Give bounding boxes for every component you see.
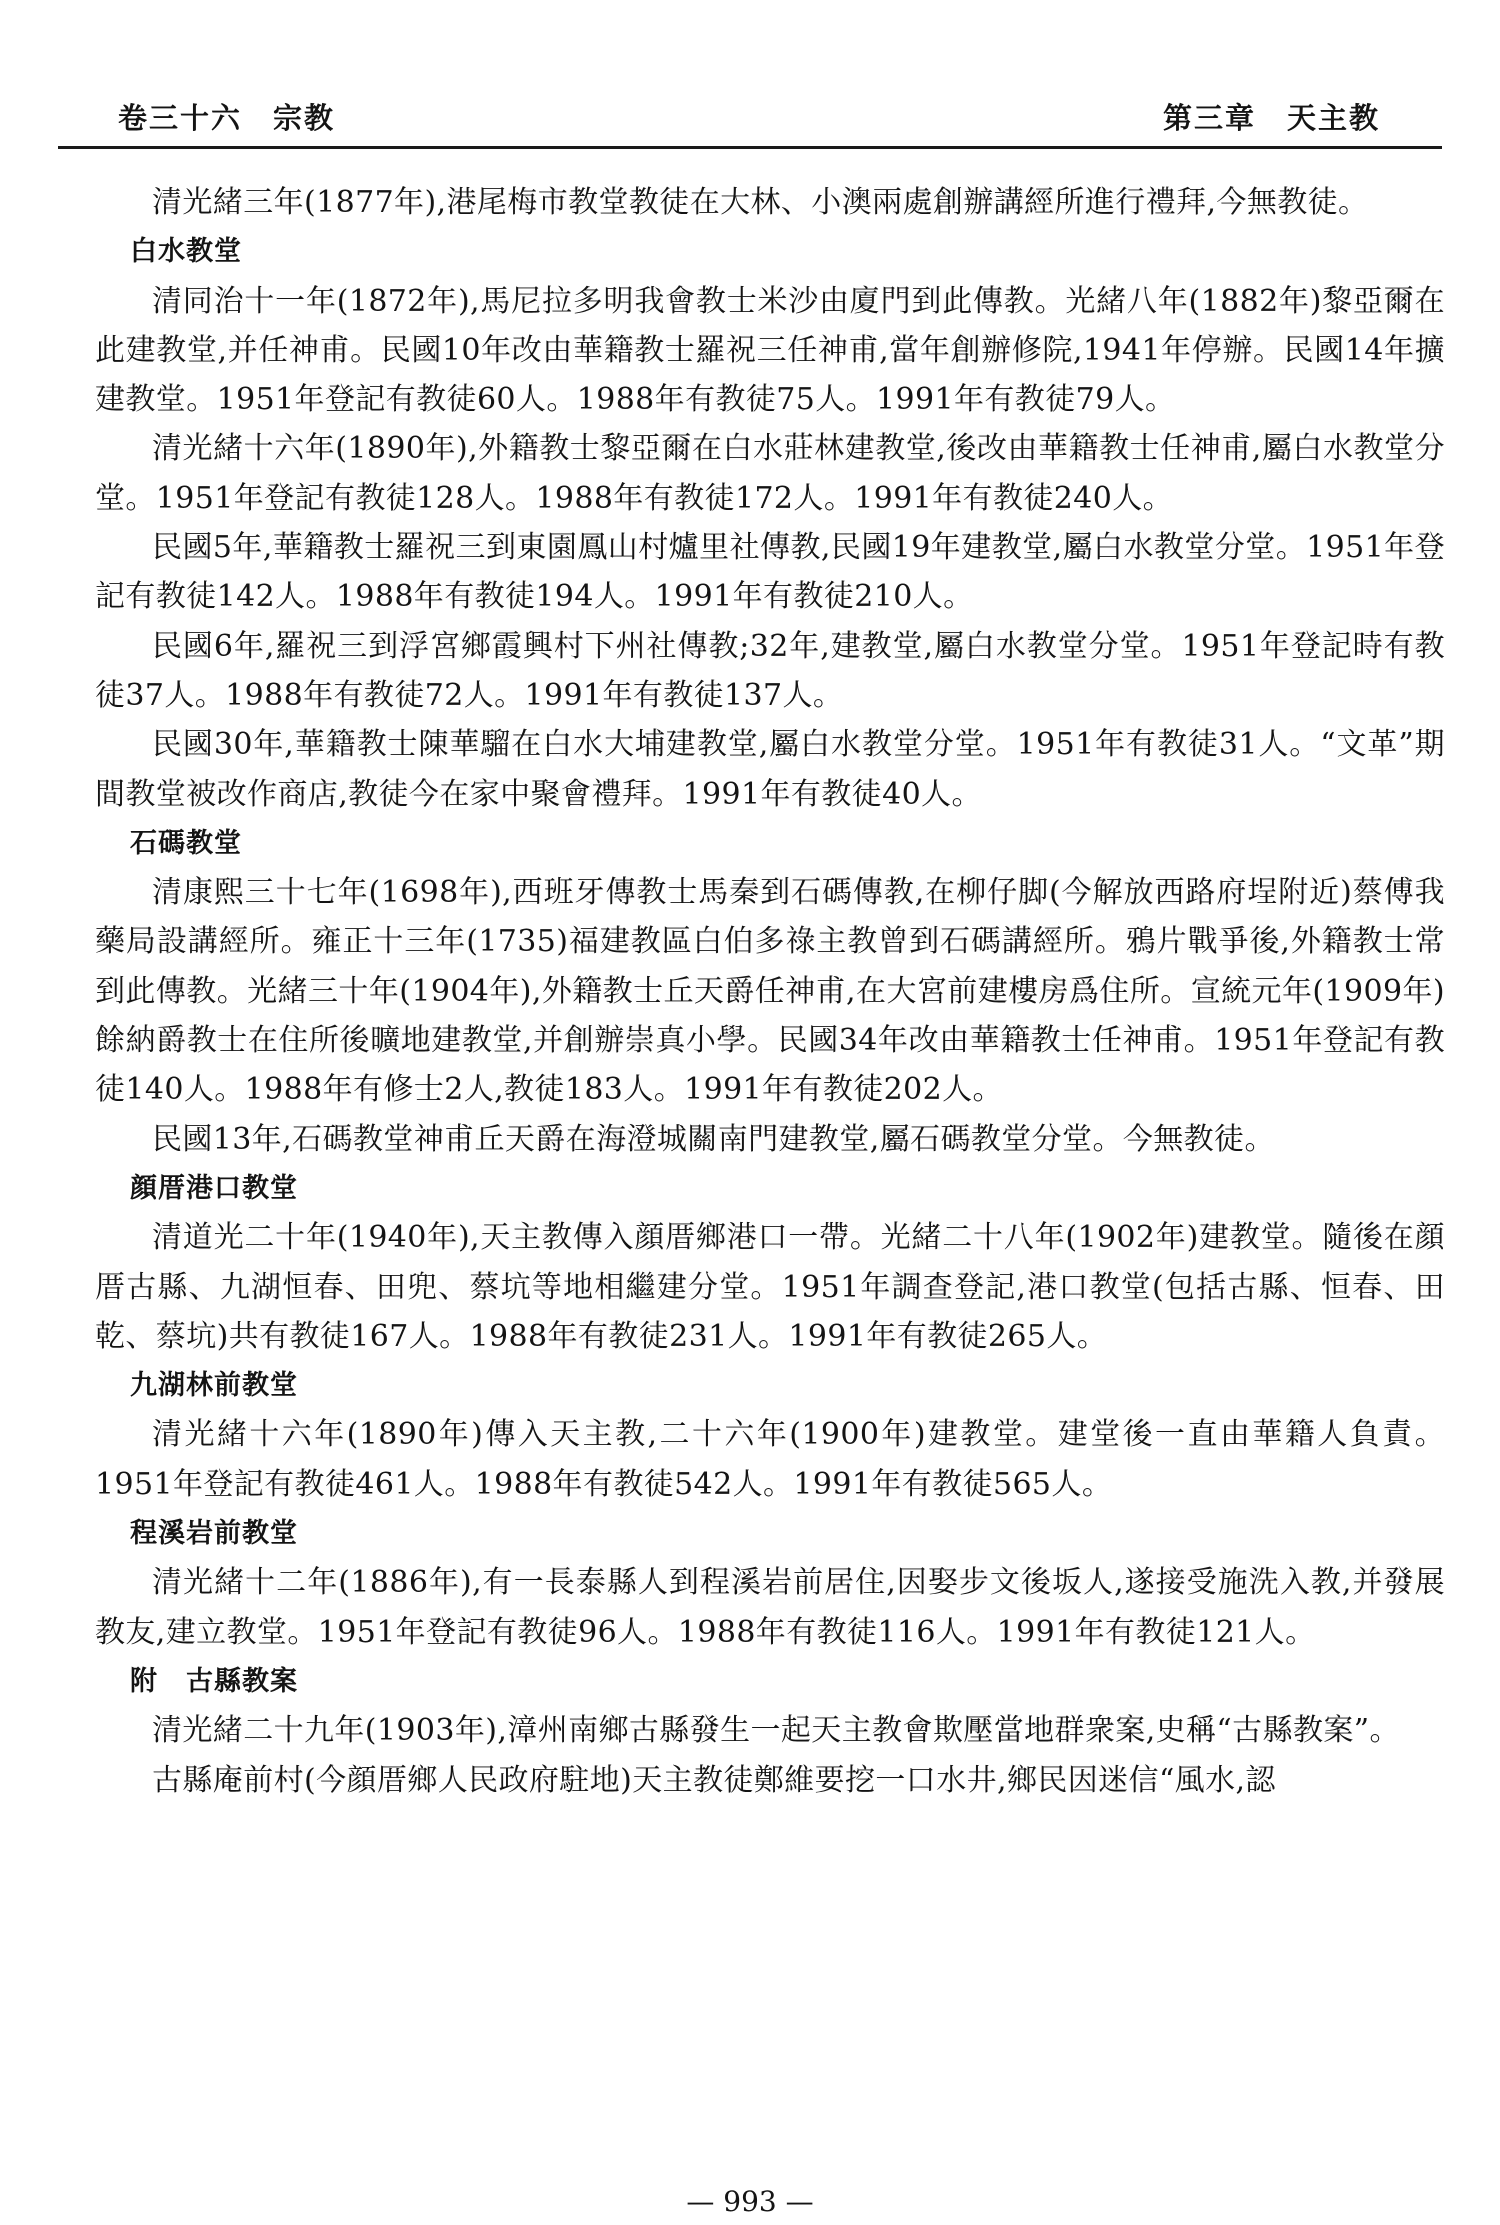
body-paragraph: 民國30年,華籍教士陳華騮在白水大埔建教堂,屬白水教堂分堂。1951年有教徒31人。“文革”期間教堂被改作商店,教徒今在家中聚會禮拜。1991年有教徒40人。 xyxy=(95,727,1445,812)
body-paragraph: 清光緒三年(1877年),港尾梅市教堂教徒在大林、小澳兩處創辦講經所進行禮拜,今無教徒。 xyxy=(152,185,1369,220)
body-paragraph: 民國6年,羅祝三到浮宮鄉霞興村下州社傳教;32年,建教堂,屬白水教堂分堂。1951年登記時有教徒37人。1988年有教徒72人。1991年有教徒137人。 xyxy=(95,628,1445,713)
section-heading: 附 古縣教案 xyxy=(130,1665,298,1697)
body-paragraph: 古縣庵前村(今顔厝鄉人民政府駐地)天主教徒鄭維要挖一口水井,鄉民因迷信“風水,認 xyxy=(152,1762,1276,1798)
body-paragraph: 清光緒十二年(1886年),有一長泰縣人到程溪岩前居住,因娶步文後坂人,遂接受施洗入教,并發展教友,建立教堂。1951年登記有教徒96人。1988年有教徒116人。1991年有教徒121人。 xyxy=(95,1565,1445,1650)
page-body xyxy=(95,178,1445,1805)
body-paragraph: 民國13年,石碼教堂神甫丘天爵在海澄城關南門建教堂,屬石碼教堂分堂。今無教徒。 xyxy=(152,1121,1275,1157)
section-heading: 石碼教堂 xyxy=(130,827,242,859)
body-paragraph: 民國5年,華籍教士羅祝三到東園鳳山村爐里社傳教,民國19年建教堂,屬白水教堂分堂。1951年登記有教徒142人。1988年有教徒194人。1991年有教徒210人。 xyxy=(95,530,1445,615)
header-chapter-title: 第三章 天主教 xyxy=(1162,101,1380,135)
page-number: — 993 — xyxy=(686,2185,814,2218)
section-heading: 程溪岩前教堂 xyxy=(130,1518,298,1550)
body-paragraph: 清光緒十六年(1890年)傳入天主教,二十六年(1900年)建教堂。建堂後一直由華籍人負責。1951年登記有教徒461人。1988年有教徒542人。1991年有教徒565人。 xyxy=(95,1417,1445,1502)
body-paragraph: 清同治十一年(1872年),馬尼拉多明我會教士米沙由廈門到此傳教。光緒八年(1882年)黎亞爾在此建教堂,并任神甫。民國10年改由華籍教士羅祝三任神甫,當年創辦修院,1941年停辦。民國14年擴建教堂。1951年登記有教徒60人。1988年有教徒75人。1991年有教徒79人。 xyxy=(95,283,1445,418)
body-paragraph: 清道光二十年(1940年),天主教傳入顔厝鄉港口一帶。光緒二十八年(1902年)建教堂。隨後在顔厝古縣、九湖恒春、田兜、蔡坑等地相繼建分堂。1951年調查登記,港口教堂(包括古縣、恒春、田乾、蔡坑)共有教徒167人。1988年有教徒231人。1991年有教徒265人。 xyxy=(95,1220,1445,1354)
section-heading: 顔厝港口教堂 xyxy=(130,1172,298,1204)
section-heading: 九湖林前教堂 xyxy=(130,1370,298,1402)
body-paragraph: 清光緒二十九年(1903年),漳州南鄉古縣發生一起天主教會欺壓當地群衆案,史稱“古縣教案”。 xyxy=(152,1713,1400,1749)
body-paragraph: 清光緒十六年(1890年),外籍教士黎亞爾在白水莊林建教堂,後改由華籍教士任神甫,屬白水教堂分堂。1951年登記有教徒128人。1988年有教徒172人。1991年有教徒240人。 xyxy=(95,431,1445,516)
running-header xyxy=(118,92,1380,142)
header-volume-title: 卷三十六 宗教 xyxy=(118,101,336,135)
section-heading: 白水教堂 xyxy=(130,236,242,268)
body-paragraph: 清康熙三十七年(1698年),西班牙傳教士馬秦到石碼傳教,在柳仔脚(今解放西路府埕附近)蔡傅我藥局設講經所。雍正十三年(1735)福建教區白伯多祿主教曾到石碼講經所。鴉片戰爭後,外籍教士常到此傳教。光緒三十年(1904年),外籍教士丘天爵任神甫,在大宮前建樓房爲住所。宣統元年(1909年)餘納爵教士在住所後曠地建教堂,并創辦崇真小學。民國34年改由華籍教士任神甫。1951年登記有教徒140人。1988年有修士2人,教徒183人。1991年有教徒202人。 xyxy=(95,875,1445,1108)
header-rule xyxy=(58,146,1442,149)
